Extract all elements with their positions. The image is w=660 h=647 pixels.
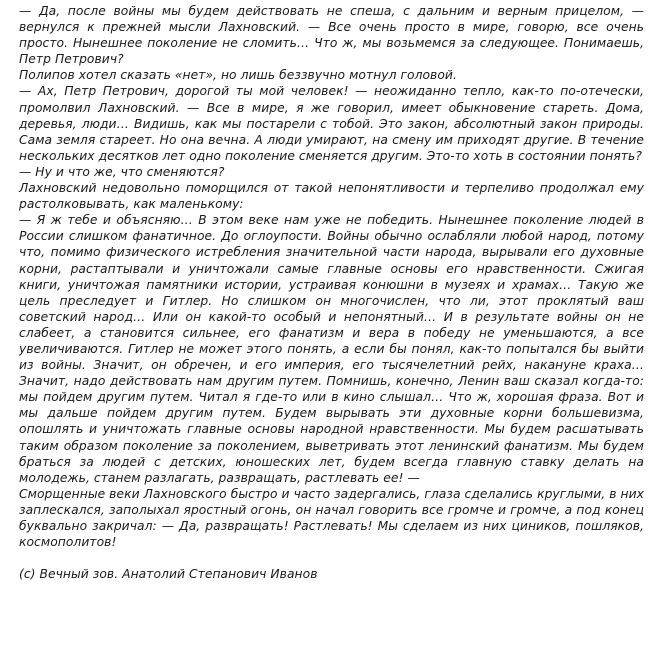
paragraph-6: — Я ж тебе и объясняю… В этом веке нам уже не победить. Нынешнее поколение людей в России слишком фанатичное. До оглоупости. Войны обычно ослабляли любой народ, потому что, помимо физического истребления значительной части народа, вырывали его духовные корни, растаптывали и уничтожали самые главные основы его нравственности. Сжигая книги, уничтожая памятники истории, устраивая конюшни в музеях и храмах… Такую же цель преследует и Гитлер. Но слишком он многочислен, что ли, этот проклятый ваш советский народ… Или он какой-то особый и непонятный… И в результате войны он не слабеет, а становится сильнее, его фанатизм и вера в победу не уменьшаются, а все увеличиваются. Гитлер не может этого понять, а если бы понял, как-то попытался бы выйти из войны. Значит, он обречен, и его империя, его тысячелетний рейх, накануне краха… Значит, надо действовать нам другим путем. Помнишь, конечно, Ленин ваш сказал когда-то: мы пойдем другим путем. Читал я где-то или в кино слышал… Что ж, хорошая фраза. Вот и мы дальше пойдем другим путем. Будем вырывать эти духовные корни большевизма, опошлять и уничтожать главные основы народной нравственности. Мы будем расшатывать таким образом поколение за поколением, выветривать этот ленинский фанатизм. Мы будем браться за людей с детских, юношеских лет, будем всегда главную ставку делать на молодежь, станем разлагать, развращать, растлевать ее! — (19, 213, 644, 485)
paragraph-5: Лахновский недовольно поморщился от такой непонятливости и терпеливо продолжал ему растолковывать, как маленькому: (19, 181, 644, 212)
paragraph-3: — Ах, Петр Петрович, дорогой ты мой человек! — неожиданно тепло, как-то по-отечески, промолвил Лахновский. — Все в мире, я же говорил, имеет обыкновение стареть. Дома, деревья, люди… Видишь, как мы постарели с тобой. Это закон, абсолютный закон природы. Сама земля стареет. Но она вечна. А люди умирают, на смену им приходят другие. В течение нескольких десятков лет одно поколение сменяется другим. Это-то хоть в состоянии понять? (19, 84, 644, 163)
paragraph-2: Полипов хотел сказать «нет», но лишь беззвучно мотнул головой. (19, 68, 457, 83)
blank-line (19, 550, 644, 566)
source-citation: (c) Вечный зов. Анатолий Степанович Иванов (19, 567, 318, 582)
paragraph-7: Сморщенные веки Лахновского быстро и часто задергались, глаза сделались круглыми, в них заплескался, заполыхал яростный огонь, он начал говорить все громче и громче, а под конец буквально закричал: — Да, развращать! Растлевать! Мы сделаем из них циников, пошляков, космополитов! (19, 486, 644, 550)
document-page (19, 3, 644, 582)
paragraph-1: — Да, после войны мы будем действовать не спеша, с дальним и верным прицелом, — вернулся к прежней мысли Лахновский. — Все очень просто в мире, говорю, все очень просто. Нынешнее поколение не сломить… Что ж, мы возьмемся за следующее. Понимаешь, Петр Петрович? (19, 4, 644, 67)
paragraph-4: — Ну и что же, что сменяются? (19, 164, 225, 179)
